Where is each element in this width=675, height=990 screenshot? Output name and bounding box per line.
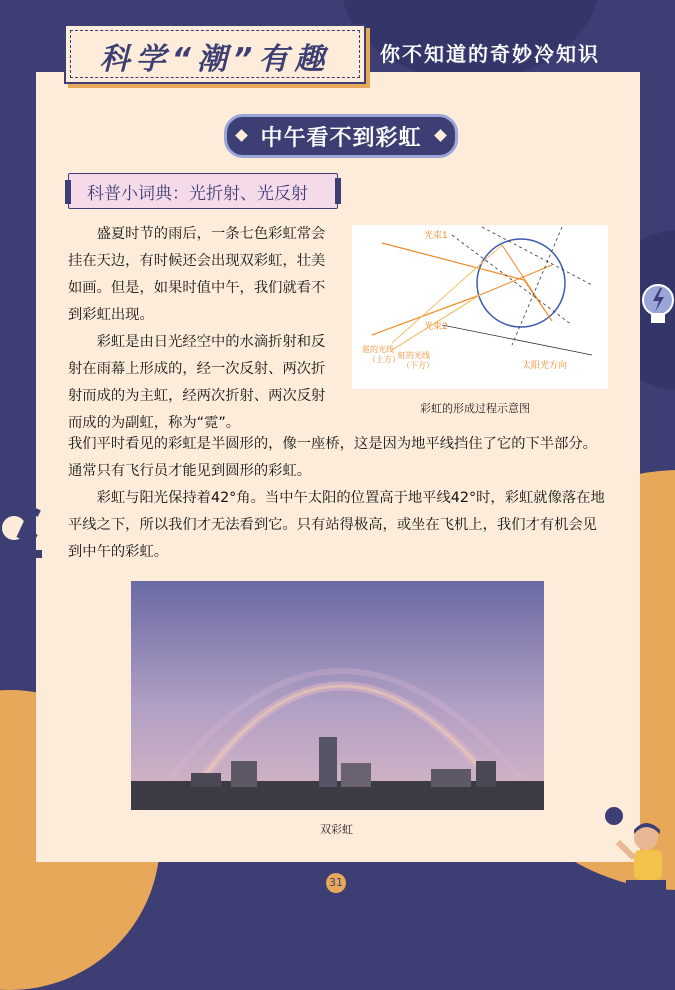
header-subtitle: 你不知道的奇妙冷知识: [380, 42, 600, 66]
water-drop-circle: [477, 239, 565, 327]
dictionary-label: 科普小词典：光折射、光反射: [87, 184, 308, 204]
dash-line-2: [482, 227, 592, 285]
page-number: 31: [326, 873, 346, 893]
lightbulb-icon: [640, 280, 675, 332]
diagram-label-ni: 霓的光线: [362, 345, 394, 354]
child-astronomer-illustration: [600, 798, 675, 900]
diagram-label-ni-pos: （上方）: [368, 355, 400, 364]
planet-icon: [605, 807, 623, 825]
diagram-caption: 彩虹的形成过程示意图: [420, 402, 530, 415]
article-full-text: [68, 431, 608, 566]
header-title: 科学“潮”有趣: [99, 42, 331, 77]
diagram-label-beam1: 光束1: [424, 231, 448, 241]
building-tall: [319, 737, 337, 787]
sun-direction-line: [442, 325, 592, 355]
photo-svg: [131, 581, 544, 810]
building-far-left: [191, 773, 221, 787]
photo-caption: 双彩虹: [320, 823, 353, 836]
building-left: [231, 761, 257, 787]
diagram-label-hong-pos: （下方）: [402, 361, 434, 370]
diagram-svg: [352, 225, 608, 389]
rainbow-formation-diagram: [352, 225, 608, 389]
double-rainbow-photo: [131, 581, 544, 810]
beam1-incoming: [382, 243, 524, 280]
dash-line-1: [452, 235, 572, 325]
paragraph-1: 盛夏时节的雨后，一条七色彩虹常会挂在天边，有时候还会出现双彩虹，壮美如画。但是，如果时值中午，我们就看不到彩虹出现。: [68, 226, 326, 323]
header-title-box: [64, 24, 366, 84]
diagram-label-hong: 虹的光线: [398, 351, 430, 360]
article-title: 中午看不到彩虹: [260, 126, 422, 151]
dictionary-tag-accent-right: [335, 178, 341, 204]
paragraph-4: 彩虹与阳光保持着42°角。当中午太阳的位置高于地平线42°时，彩虹就像落在地平线之下，所以我们才无法看到它。只有站得极高，或坐在飞机上，我们才有机会见到中午的彩虹。: [68, 490, 605, 560]
diagram-label-beam2: 光束2: [424, 322, 448, 332]
dictionary-tag: [68, 173, 338, 209]
article-title-pill: [224, 114, 458, 158]
article-column-text: [68, 221, 338, 437]
internal-ray-1: [480, 265, 552, 295]
diagram-label-sun: 太阳光方向: [522, 361, 568, 371]
microscope-icon: [0, 506, 48, 564]
building-right: [431, 769, 471, 787]
building-far-right: [476, 761, 496, 787]
dictionary-tag-accent-left: [65, 180, 71, 204]
paragraph-3: 我们平时看见的彩虹是半圆形的，像一座桥，这是因为地平线挡住了它的下半部分。通常只有飞行员才能见到圆形的彩虹。: [68, 436, 597, 479]
building-mid: [341, 763, 371, 787]
paragraph-2: 彩虹是由日光经空中的水滴折射和反射在雨幕上形成的，经一次反射、两次折射而成的为主虹，经两次折射、两次反射而成的为副虹，称为“霓”。: [68, 334, 326, 431]
